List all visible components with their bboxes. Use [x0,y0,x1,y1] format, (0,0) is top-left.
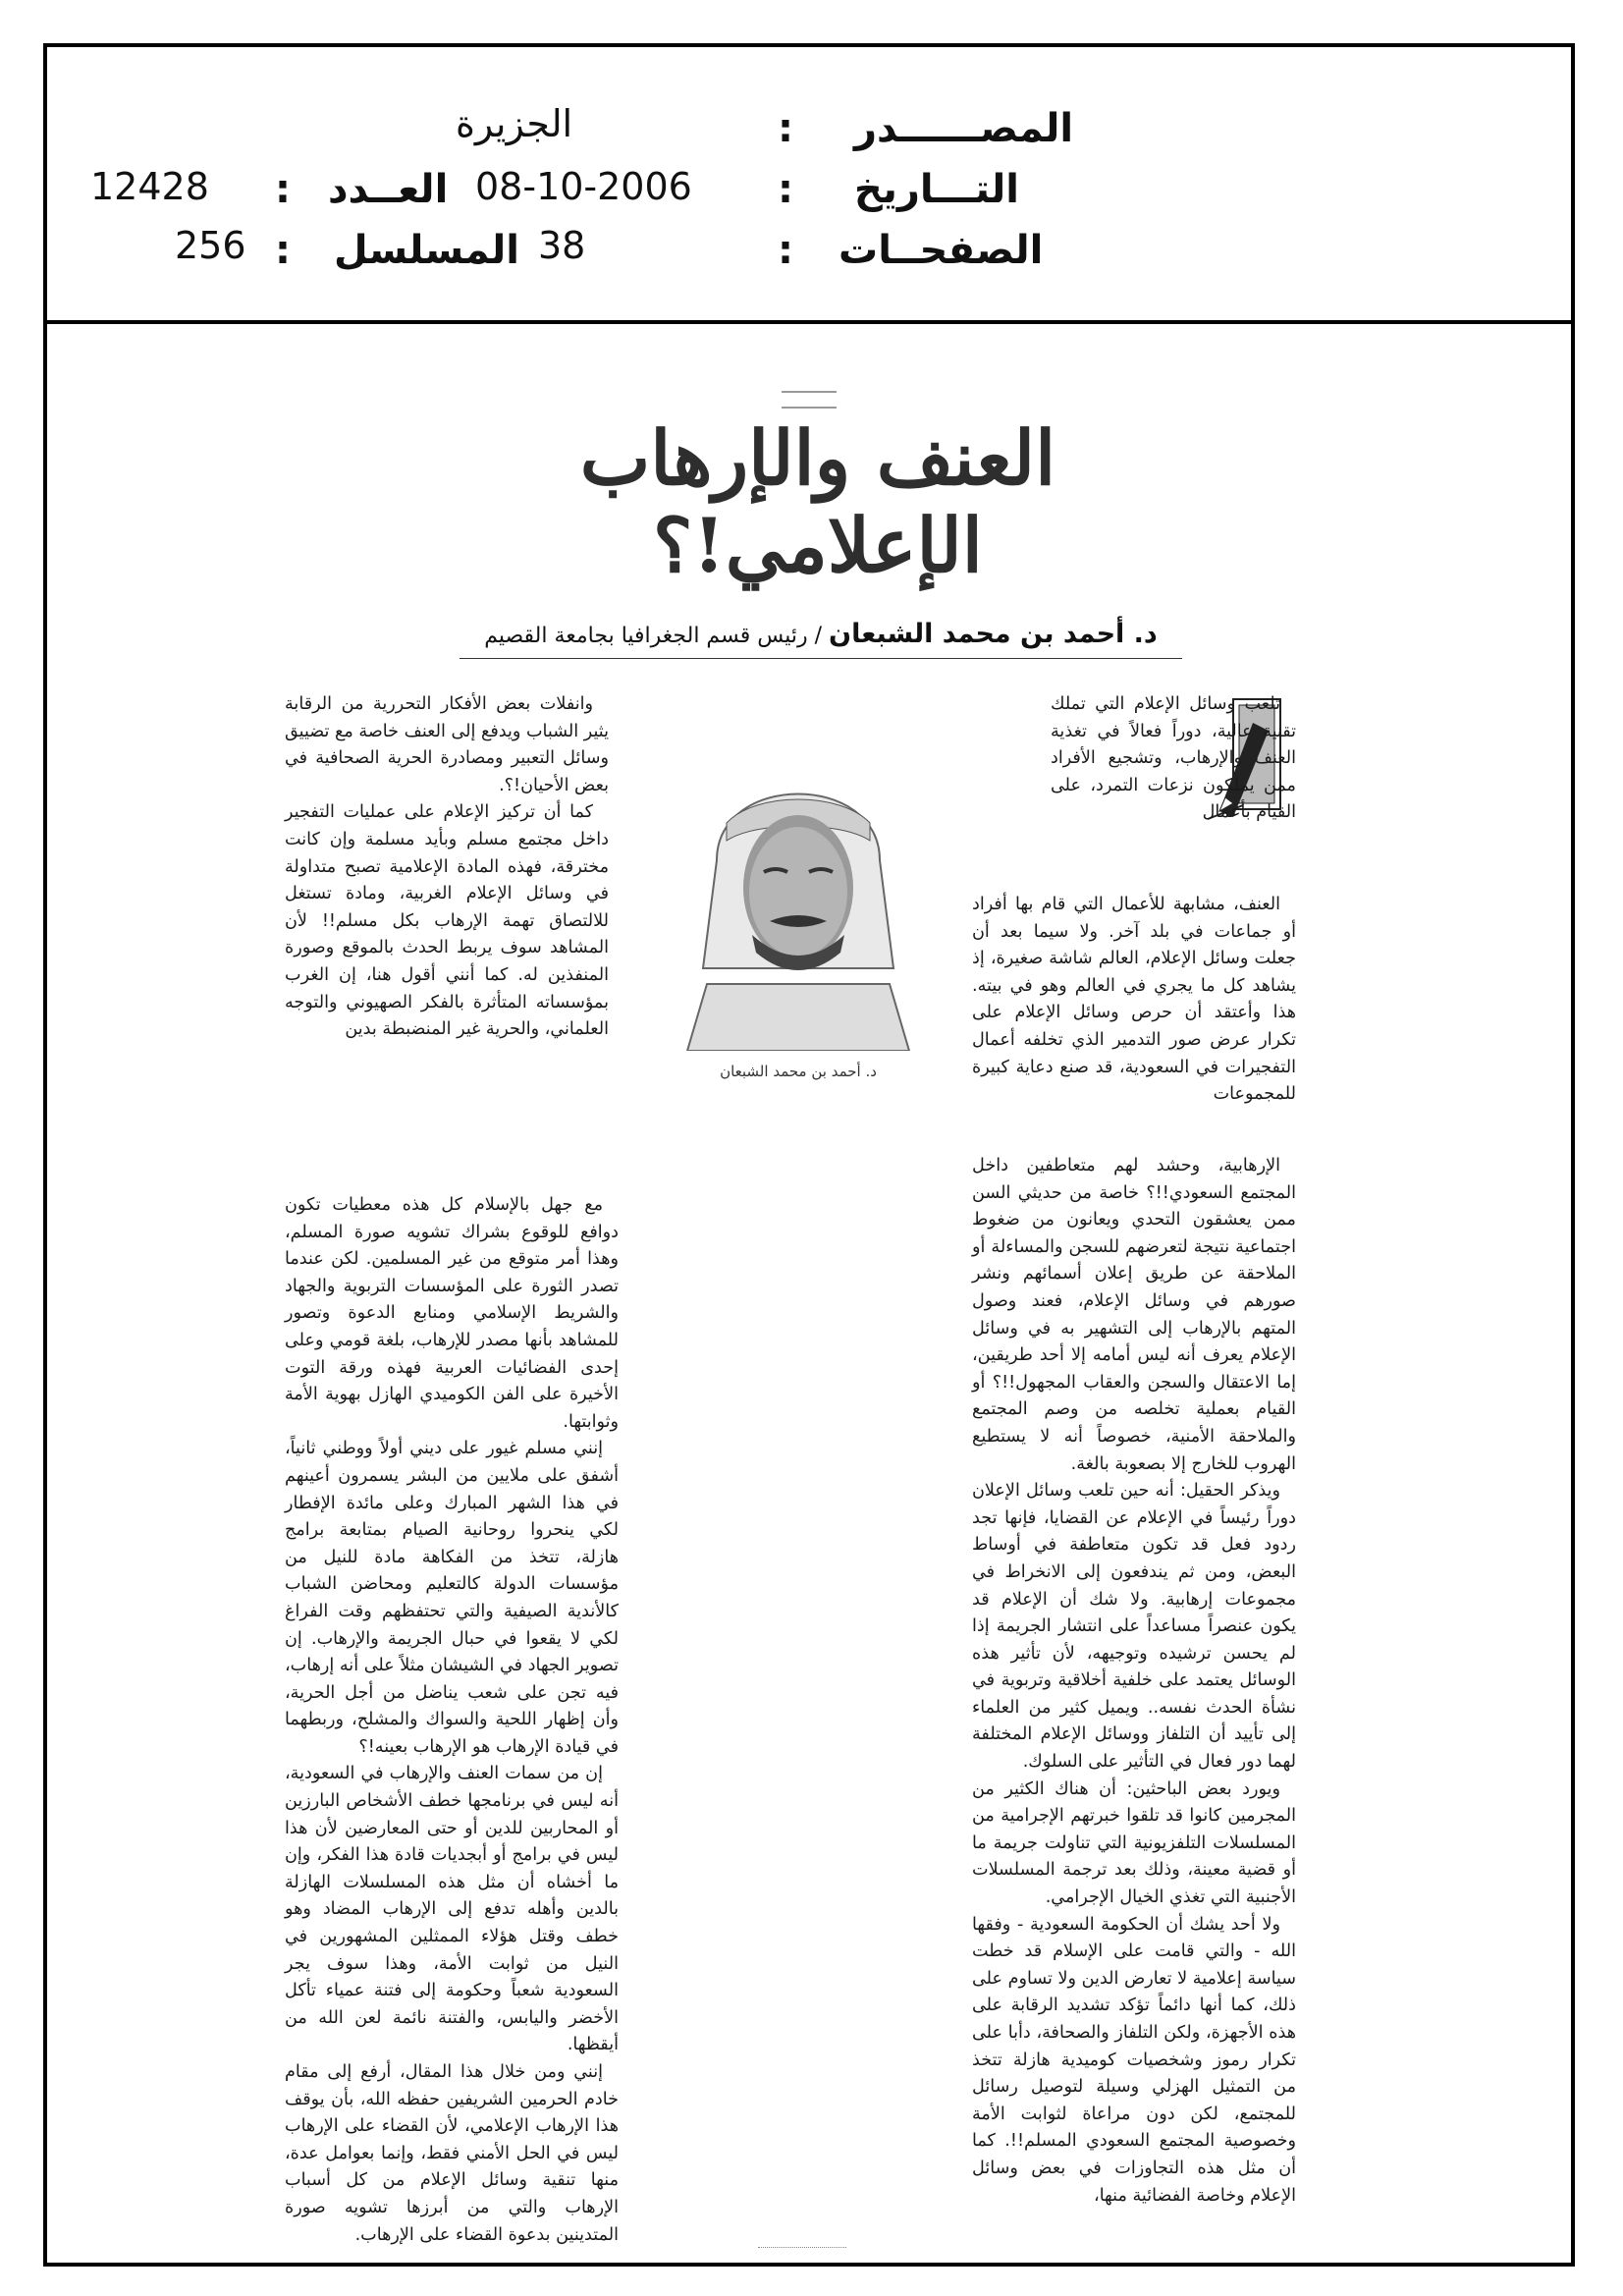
clipping-frame [43,43,1575,2267]
serial-value: 256 [175,224,246,267]
author-photo [648,713,948,1051]
article-column-right-mid [972,892,1296,1109]
article-column-left-top [285,691,609,1044]
paragraph: كما أن تركيز الإعلام على عمليات التفجير داخل مجتمع مسلم وبأيد مسلمة وإن كانت مخترقة، فهذه المادة الإعلامية تصبح متداولة في وسائل الإعلام الغربية، ومادة تستغل للالتصاق تهمة الإرهاب بكل مسلم!! لأن المشاهد سوف يربط الحدث بالموقع وصورة المنفذين له. كما أنني أقول هنا، إن الغرب بمؤسساته المتأثرة بالفكر الصهيوني والتوجه العلماني، والحرية غير المنضبطة بدين [285,802,609,1040]
article-column-right-bottom [972,1153,1296,2210]
paragraph: ويورد بعض الباحثين: أن هناك الكثير من المجرمين كانوا قد تلقوا خبرتهم الإجرامية من المسلسلات التلفزيونية التي تناولت جريمة ما أو قضية معينة، وذلك بعد ترجمة المسلسلات الأجنبية التي تغذي الخيال الإجرامي. [972,1778,1296,1908]
paragraph: إنني مسلم غيور على ديني أولاً ووطني ثانياً، أشفق على ملايين من البشر يسمرون أعينهم في هذا الشهر المبارك وعلى مائدة الإفطار لكي ينحروا روحانية الصيام بمتابعة برامج هازلة، تتخذ من الفكاهة مادة للنيل من مؤسسات الدولة كالتعليم ومحاضن الشباب كالأندية الصيفية والتي تحتفظهم وقت الفراغ لكي لا يقعوا في حبال الجريمة والإرهاب. إن تصوير الجهاد في الشيشان مثلاً على أنه إرهاب، فيه تجن على شعب يناضل من أجل الحرية، وأن إظهار اللحية والسواك والمشلح، وربطهما في قيادة الإرهاب هو الإرهاب بعينه!؟ [285,1439,619,1757]
byline-rule [460,658,1182,659]
footer-mark [758,2247,846,2248]
paragraph: إنني ومن خلال هذا المقال، أرفع إلى مقام خادم الحرمين الشريفين حفظه الله، بأن يوقف هذا الإرهاب الإعلامي، لأن القضاء على الإرهاب ليس في الحل الأمني فقط، وإنما بعوامل عدة، منها تنقية وسائل الإعلام من كل أسباب الإرهاب والتي من أبرزها تشويه صورة المتدينين بدعوة القضاء على الإرهاب. [285,2062,619,2245]
article-clipping [47,324,1571,2267]
date-value: 08-10-2006 [475,165,692,208]
article-title: العنف والإرهاب الإعلامي!؟ [579,414,1056,589]
paragraph: إن من سمات العنف والإرهاب في السعودية، أنه ليس في برنامجها خطف الأشخاص البارزين أو المحاربين للدين أو حتى المعارضين لأن هذا ليس في برامج أو أبجديات قادة هذا الفكر، وإن ما أخشاه أن مثل هذه المسلسلات الهازلة بالدين وأهله تدفع إلى الإرهاب المضاد وهو خطف وقتل هؤلاء الممثلين المشهورين في النيل من ثوابت الأمة، وهذا سوف يجر السعودية شعباً وحكومة إلى فتنة عمياء تأكل الأخضر واليابس، والفتنة نائمة لعن الله من أيقظها. [285,1764,619,2055]
header-box [47,47,1571,324]
byline [460,619,1182,649]
source-colon: : [778,106,793,151]
date-label: التـــاريخ [854,167,1019,212]
issue-label: العــدد [328,167,449,212]
byline-separator: / [807,624,823,648]
article-column-right-top [972,691,1296,827]
paragraph: ويذكر الحقيل: أنه حين تلعب وسائل الإعلان دوراً رئيساً في الإعلام عن القضايا، فإنها تجد ردود فعل قد تكون متعاطفة في أوساط البعض، ومن ثم يندفعون إلى الانخراط في مجموعات إرهابية. ولا شك أن الإعلام قد يكون عنصراً مساعداً على انتشار الجريمة إذا لم يحسن ترشيده وتوجيهه، لأن تأثير هذه الوسائل يعتمد على خلفية أخلاقية وتربوية في نشأة الحدث نفسه.. ويميل كثير من العلماء إلى تأييد أن التلفاز ووسائل الإعلام المختلفة لهما دور فعال في التأثير على السلوك. [972,1481,1296,1773]
photo-caption: د. أحمد بن محمد الشبعان [720,1063,877,1080]
serial-label: المسلسل [334,228,519,273]
issue-value: 12428 [90,165,209,208]
author-name: د. أحمد بن محمد الشبعان [829,619,1158,649]
issue-colon: : [275,167,291,212]
pages-colon: : [778,228,793,273]
paragraph: تلعب وسائل الإعلام التي تملك تقنية عالية، دوراً فعالاً في تغذية العنف والإرهاب، وتشجيع الأفراد ممن يملكون نزعات التمرد، على القيام بأعمال [1051,694,1296,823]
paragraph: الإرهابية، وحشد لهم متعاطفين داخل المجتمع السعودي!!؟ خاصة من حديثي السن ممن يعشقون التحدي ويعانون من ضغوط اجتماعية نتيجة لتعرضهم للسجن والمساءلة أو الملاحقة عن طريق إعلان أسمائهم ونشر صورهم في وسائل الإعلام، فعند وصول المتهم بالإرهاب إلى التشهير به في وسائل الإعلام يعرف أنه ليس أمامه إلا أحد طريقين، إما الاعتقال والسجن والعقاب المجهول!!؟ أو القيام بعملية تخلصه من وصم المجتمع والملاحقة الأمنية، خصوصاً أنه لا يستطيع الهروب للخارج إلا بصعوبة بالغة. [972,1156,1296,1474]
source-value: الجزيرة [456,102,573,145]
source-label: المصــــــدر [854,106,1074,151]
pages-value: 38 [538,224,586,267]
paragraph: وانفلات بعض الأفكار التحررية من الرقابة يثير الشباب ويدفع إلى العنف خاصة مع تضييق وسائل التعبير ومصادرة الحرية الصحافية في بعض الأحيان!؟. [285,694,609,795]
author-role: رئيس قسم الجغرافيا بجامعة القصيم [484,624,808,648]
date-colon: : [778,167,793,212]
paragraph: مع جهل بالإسلام كل هذه معطيات تكون دوافع للوقوع بشراك تشويه صورة المسلم، وهذا أمر متوقع من غير المسلمين. لكن عندما تصدر الثورة على المؤسسات التربوية والجهاد والشريط الإسلامي ومنابع الدعوة وتصور للمشاهد بأنها مصدر للإرهاب، بلغة قومي وعلى إحدى الفضائيات العربية فهذه ورقة التوت الأخيرة على الفن الكوميدي الهازل بهوية الأمة وثوابتها. [285,1195,619,1432]
paragraph: العنف، مشابهة للأعمال التي قام بها أفراد أو جماعات في بلد آخر. ولا سيما بعد أن جعلت وسائل الإعلام، العالم شاشة صغيرة، إذ يشاهد كل ما يجري في العالم وهو في بيته. هذا وأعتقد أن حرص وسائل الإعلام على تكرار عرض صور التدمير الذي تخلفه أعمال التفجيرات في السعودية، قد صنع دعاية كبيرة للمجموعات [972,895,1296,1105]
paragraph: ولا أحد يشك أن الحكومة السعودية - وفقها الله - والتي قامت على الإسلام قد خطت سياسة إعلامية لا تعارض الدين ولا تساوم على ذلك، كما أنها دائماً تؤكد تشديد الرقابة على هذه الأجهزة، ولكن التلفاز والصحافة، دأبا على تكرار رموز وشخصيات كوميدية هازلة تتخذ من التمثيل الهزلي وسيلة لتوصيل رسائل للمجتمع، لكن دون مراعاة لثوابت الأمة وخصوصية المجتمع السعودي المسلم!!. كما أن مثل هذه التجاوزات في بعض وسائل الإعلام وخاصة الفضائية منها، [972,1914,1296,2206]
pages-label: الصفحــات [839,228,1044,273]
article-column-left-bottom [285,1192,619,2249]
serial-colon: : [275,228,291,273]
newspaper-mark-icon [782,391,837,409]
